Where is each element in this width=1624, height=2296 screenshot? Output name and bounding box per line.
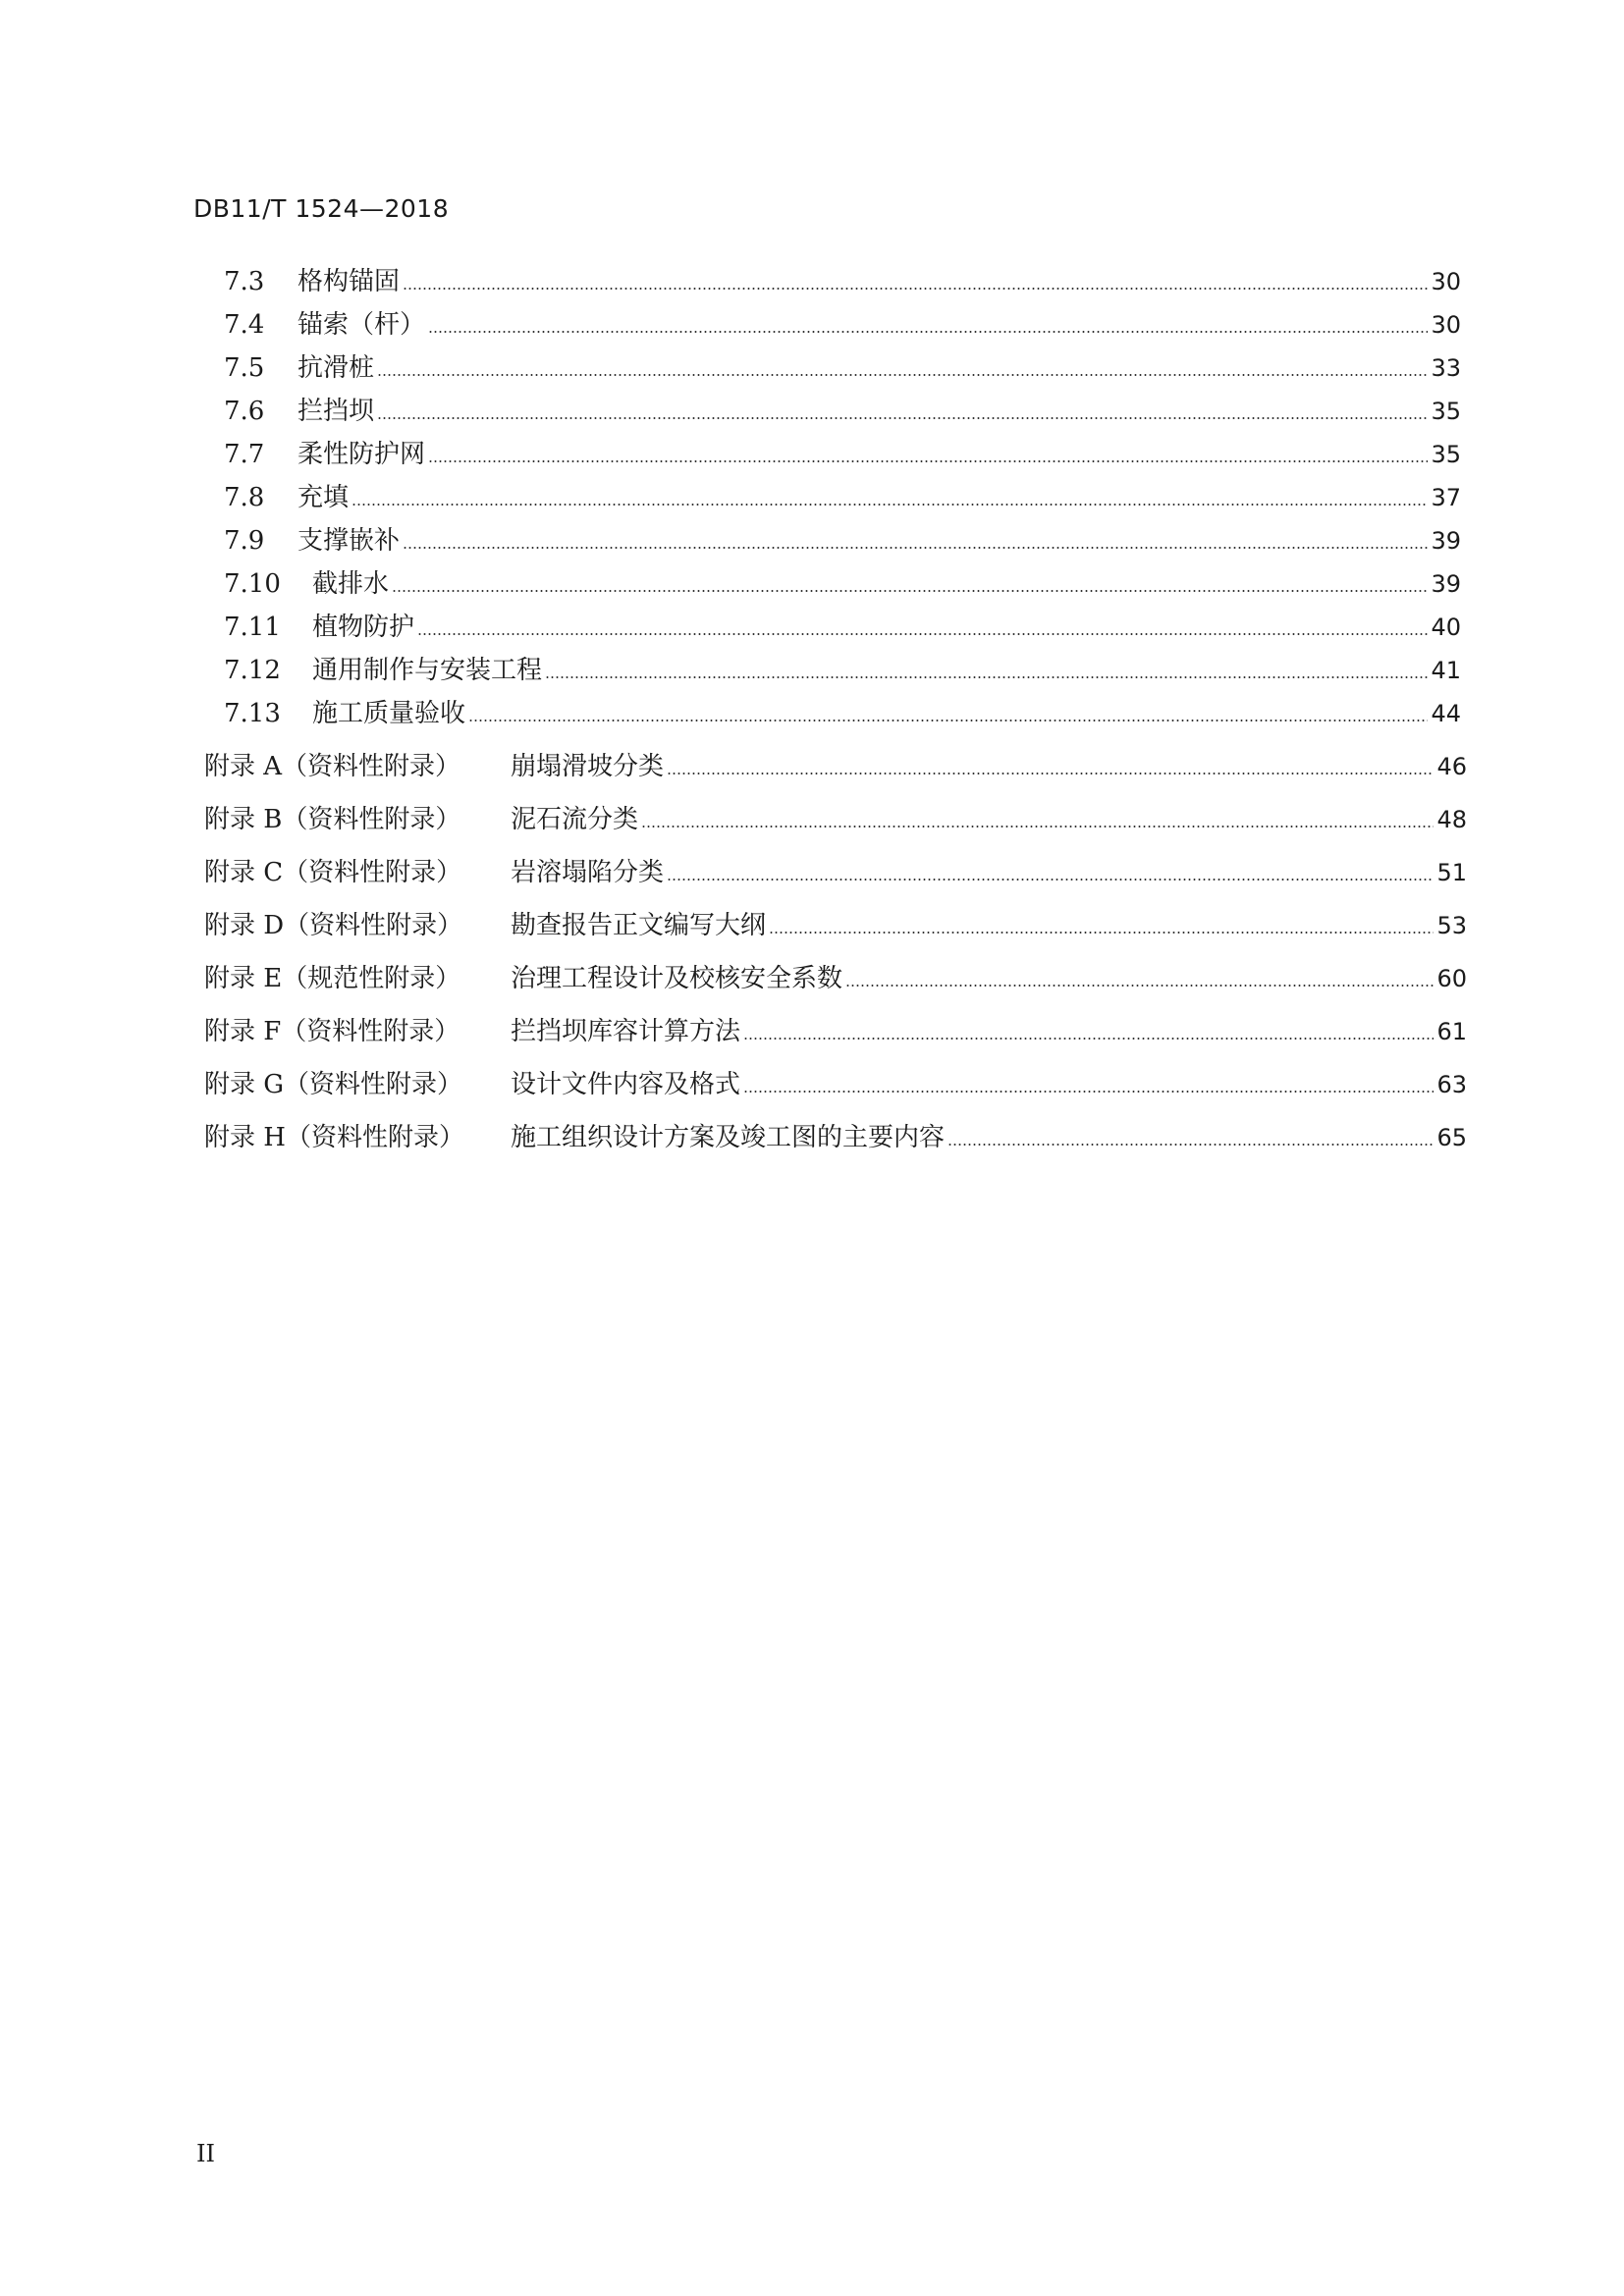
toc-entry-title: 充填	[298, 483, 350, 512]
dot-leader	[377, 374, 1428, 376]
appendix-page: 65	[1436, 1124, 1467, 1151]
toc-appendix-entry[interactable]	[204, 750, 1467, 783]
toc-entry-title: 柔性防护网	[298, 440, 426, 469]
toc-entry-number: 7.10	[224, 569, 281, 599]
dot-leader	[468, 720, 1428, 721]
dot-leader	[743, 1091, 1434, 1093]
toc-entry-title: 施工质量验收	[312, 699, 466, 728]
toc-entry[interactable]	[224, 351, 1461, 385]
toc-entry-title: 锚索（杆）	[298, 310, 426, 340]
toc-entry-page: 39	[1431, 570, 1461, 598]
appendix-title: 施工组织设计方案及竣工图的主要内容	[511, 1123, 946, 1152]
toc-entry-title: 抗滑桩	[298, 353, 375, 383]
appendix-label: 附录 B（资料性附录）	[204, 805, 461, 834]
toc-entry-number: 7.4	[224, 310, 265, 340]
toc-entry-page: 35	[1431, 441, 1461, 468]
dot-leader	[769, 932, 1434, 934]
dot-leader	[417, 633, 1428, 635]
toc-entry-page: 39	[1431, 527, 1461, 555]
toc-entry-number: 7.3	[224, 267, 265, 296]
toc-entry-number: 7.13	[224, 699, 281, 728]
toc-entry[interactable]	[224, 481, 1461, 514]
toc-entry-number: 7.6	[224, 397, 265, 426]
appendix-title: 勘查报告正文编写大纲	[511, 911, 767, 940]
toc-entry[interactable]	[224, 697, 1461, 730]
dot-leader	[743, 1038, 1434, 1040]
toc-appendix-entry[interactable]	[204, 1068, 1467, 1101]
dot-leader	[403, 547, 1428, 549]
toc-entry-number: 7.5	[224, 353, 265, 383]
toc-entry-number: 7.12	[224, 656, 281, 685]
dot-leader	[428, 460, 1428, 462]
toc-entry-number: 7.7	[224, 440, 265, 469]
appendix-title: 设计文件内容及格式	[511, 1070, 741, 1099]
appendix-label: 附录 H（资料性附录）	[204, 1123, 464, 1152]
dot-leader	[667, 879, 1434, 881]
appendix-page: 60	[1436, 965, 1467, 992]
toc-entry[interactable]	[224, 308, 1461, 342]
appendix-title: 治理工程设计及校核安全系数	[511, 964, 843, 993]
appendix-title: 拦挡坝库容计算方法	[511, 1017, 741, 1046]
toc-entry-page: 40	[1431, 614, 1461, 641]
appendix-label: 附录 D（资料性附录）	[204, 911, 463, 940]
appendix-page: 51	[1436, 859, 1467, 886]
toc-entry[interactable]	[224, 524, 1461, 558]
toc-entry-title: 拦挡坝	[298, 397, 375, 426]
toc-entry[interactable]	[224, 567, 1461, 601]
dot-leader	[947, 1144, 1434, 1146]
appendix-label: 附录 A（资料性附录）	[204, 752, 461, 781]
appendix-label: 附录 G（资料性附录）	[204, 1070, 463, 1099]
page-number: II	[196, 2140, 215, 2167]
toc-appendix-entry[interactable]	[204, 1015, 1467, 1048]
appendix-label: 附录 F（资料性附录）	[204, 1017, 460, 1046]
appendix-label: 附录 C（资料性附录）	[204, 858, 462, 887]
appendix-page: 46	[1436, 753, 1467, 780]
toc-appendix-entry[interactable]	[204, 962, 1467, 995]
appendix-title: 岩溶塌陷分类	[511, 858, 665, 887]
dot-leader	[545, 676, 1428, 678]
toc-entry-title: 通用制作与安装工程	[312, 656, 543, 685]
toc-entry-page: 37	[1431, 484, 1461, 511]
dot-leader	[403, 288, 1428, 290]
dot-leader	[667, 773, 1434, 774]
appendix-page: 61	[1436, 1018, 1467, 1045]
toc-entry-title: 支撑嵌补	[298, 526, 401, 556]
toc-entry[interactable]	[224, 265, 1461, 298]
toc-entry-page: 33	[1431, 354, 1461, 382]
appendix-page: 63	[1436, 1071, 1467, 1098]
appendix-label: 附录 E（规范性附录）	[204, 964, 461, 993]
toc-entry-page: 41	[1431, 657, 1461, 684]
toc-entry-page: 44	[1431, 700, 1461, 727]
toc-entry[interactable]	[224, 611, 1461, 644]
document-code: DB11/T 1524—2018	[193, 194, 450, 223]
toc-entry-title: 植物防护	[312, 613, 415, 642]
toc-entry-number: 7.9	[224, 526, 265, 556]
dot-leader	[352, 504, 1428, 506]
appendix-title: 崩塌滑坡分类	[511, 752, 665, 781]
toc-entry[interactable]	[224, 654, 1461, 687]
appendix-page: 48	[1436, 806, 1467, 833]
toc-entry-number: 7.11	[224, 613, 281, 642]
toc-entry-page: 30	[1431, 311, 1461, 339]
dot-leader	[845, 985, 1434, 987]
appendix-title: 泥石流分类	[511, 805, 639, 834]
dot-leader	[392, 590, 1428, 592]
toc-appendix-entry[interactable]	[204, 856, 1467, 889]
appendix-page: 53	[1436, 912, 1467, 939]
dot-leader	[377, 417, 1428, 419]
toc-entry-title: 格构锚固	[298, 267, 401, 296]
toc-entry-title: 截排水	[312, 569, 390, 599]
toc-appendix-entry[interactable]	[204, 803, 1467, 836]
toc-appendix-entry[interactable]	[204, 1121, 1467, 1154]
toc-appendix-entry[interactable]	[204, 909, 1467, 942]
dot-leader	[641, 826, 1434, 828]
toc-entry-page: 30	[1431, 268, 1461, 295]
toc-entry[interactable]	[224, 438, 1461, 471]
dot-leader	[428, 331, 1428, 333]
toc-entry-page: 35	[1431, 398, 1461, 425]
toc-entry-number: 7.8	[224, 483, 265, 512]
toc-entry[interactable]	[224, 395, 1461, 428]
